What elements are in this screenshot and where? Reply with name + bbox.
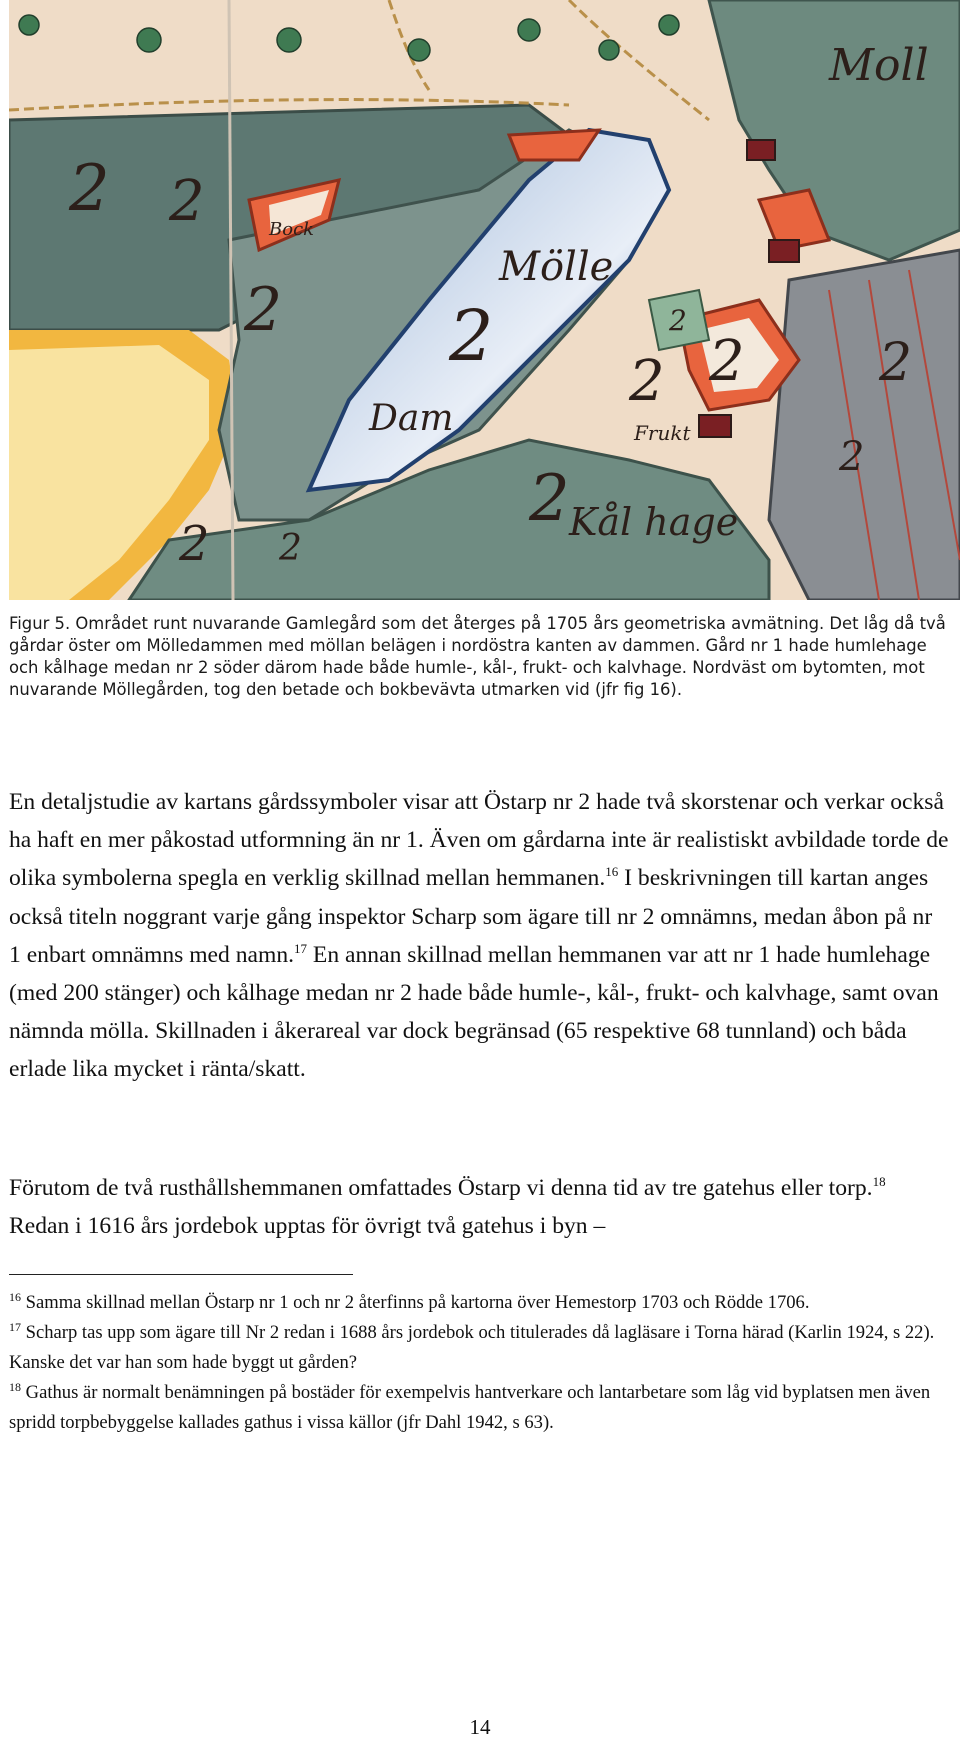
paragraph-text: Redan i 1616 års jordebok upptas för övrigt två gatehus i byn – [9,1213,606,1240]
map-label-8: 2 [529,462,570,536]
footnotes [9,1288,954,1438]
map-label-13: Frukt [634,421,691,445]
map-label-4: 2 [244,275,283,345]
map-label-16: 2 [839,434,865,480]
historical-map-image [9,0,960,600]
paragraph-text: En annan skillnad mellan hemmanen var att nr 1 hade humlehage (med 200 stänger) och kålhage medan nr 2 hade både humle-, kål-, frukt- och kalvhage, samt ovan nämnda mölla. Skillnaden i åkerareal var dock begränsad (65 respektive 68 tunnland) och båda erlade lika mycket i ränta/skatt. [9,941,939,1083]
footnote-number: 18 [9,1379,21,1394]
map-field-right [769,250,960,600]
map-label-5: Mölle [499,244,614,290]
footnote-ref[interactable]: 17 [294,940,308,956]
footnote-text: Scharp tas upp som ägare till Nr 2 redan i 1688 års jordebok och titulerades då lagläsare i Torna härad (Karlin 1924, s 22). Kanske det var han som hade byggt ut gården? [9,1322,935,1373]
figure-caption: Figur 5. Området runt nuvarande Gamlegård som det återges på 1705 års geometriska avmätning. Det låg då två gårdar öster om Mölledammen med möllan belägen i nordöstra kanten av dammen. Gård nr 1 hade humlehage och kålhage medan nr 2 söder därom hade både humle-, kål-, frukt- och kalvhage. Nordväst om bytomten, mot nuvarande Möllegården, tog den betade och bokbevävta utmarken vid (jfr fig 16). [9,614,946,699]
map-illustration [9,0,960,600]
footnote-separator [9,1274,353,1275]
body-paragraph-1 [9,783,949,1089]
paragraph-text: I beskrivningen till kartan anges också titeln noggrant varje gång inspektor Scharp som ägare till nr 2 omnämns, medan åbon på nr 1 enbart omnämns med namn. [9,865,933,968]
map-label-17: 2 [669,304,687,337]
map-label-12: 2 [879,333,913,393]
footnote-text: Samma skillnad mellan Östarp nr 1 och nr 2 återfinns på kartorna över Hemestorp 1703 och Rödde 1706. [21,1292,810,1313]
map-label-9: Kål hage [569,500,739,544]
map-label-11: 2 [709,329,745,394]
map-label-6: 2 [449,295,494,377]
farm-building-3 [699,415,731,437]
footnote-17 [9,1318,954,1378]
footnote-text: Gathus är normalt benämningen på bostäder för exempelvis hantverkare och lantarbetare som låg vid byplatsen men även spridd torpbebyggelse kallades gathus i vissa källor (jfr Dahl 1942, s 63). [9,1382,931,1433]
paragraph-text: En detaljstudie av kartans gårdssymboler visar att Östarp nr 2 hade två skorstenar och verkar också ha haft en mer påkostad utformning än nr 1. Även om gårdarna inte är realistiskt avbildade torde de olika symbolerna spegla en verklig skillnad mellan hemmanen. [9,789,949,892]
farm-building-1 [747,140,775,160]
map-label-1: 2 [69,152,110,226]
body-paragraph-2 [9,1169,949,1245]
paragraph-text: Förutom de två rusthållshemmanen omfattades Östarp vi denna tid av tre gatehus eller torp. [9,1175,873,1201]
map-label-3: Bock [269,219,315,240]
page-number: 14 [469,1715,491,1739]
map-label-10: 2 [629,349,665,414]
map-label-0: Moll [829,40,929,91]
farm-building-2 [769,240,799,262]
map-label-2: 2 [169,169,205,234]
footnote-16 [9,1288,954,1318]
map-label-15: 2 [279,528,302,569]
footnote-number: 16 [9,1289,21,1304]
footnote-ref[interactable]: 18 [872,1174,886,1190]
footnote-18 [9,1378,954,1438]
map-label-14: 2 [179,516,210,572]
footnote-number: 17 [9,1319,21,1334]
map-label-7: Dam [369,398,454,439]
footnote-ref[interactable]: 16 [605,864,619,880]
